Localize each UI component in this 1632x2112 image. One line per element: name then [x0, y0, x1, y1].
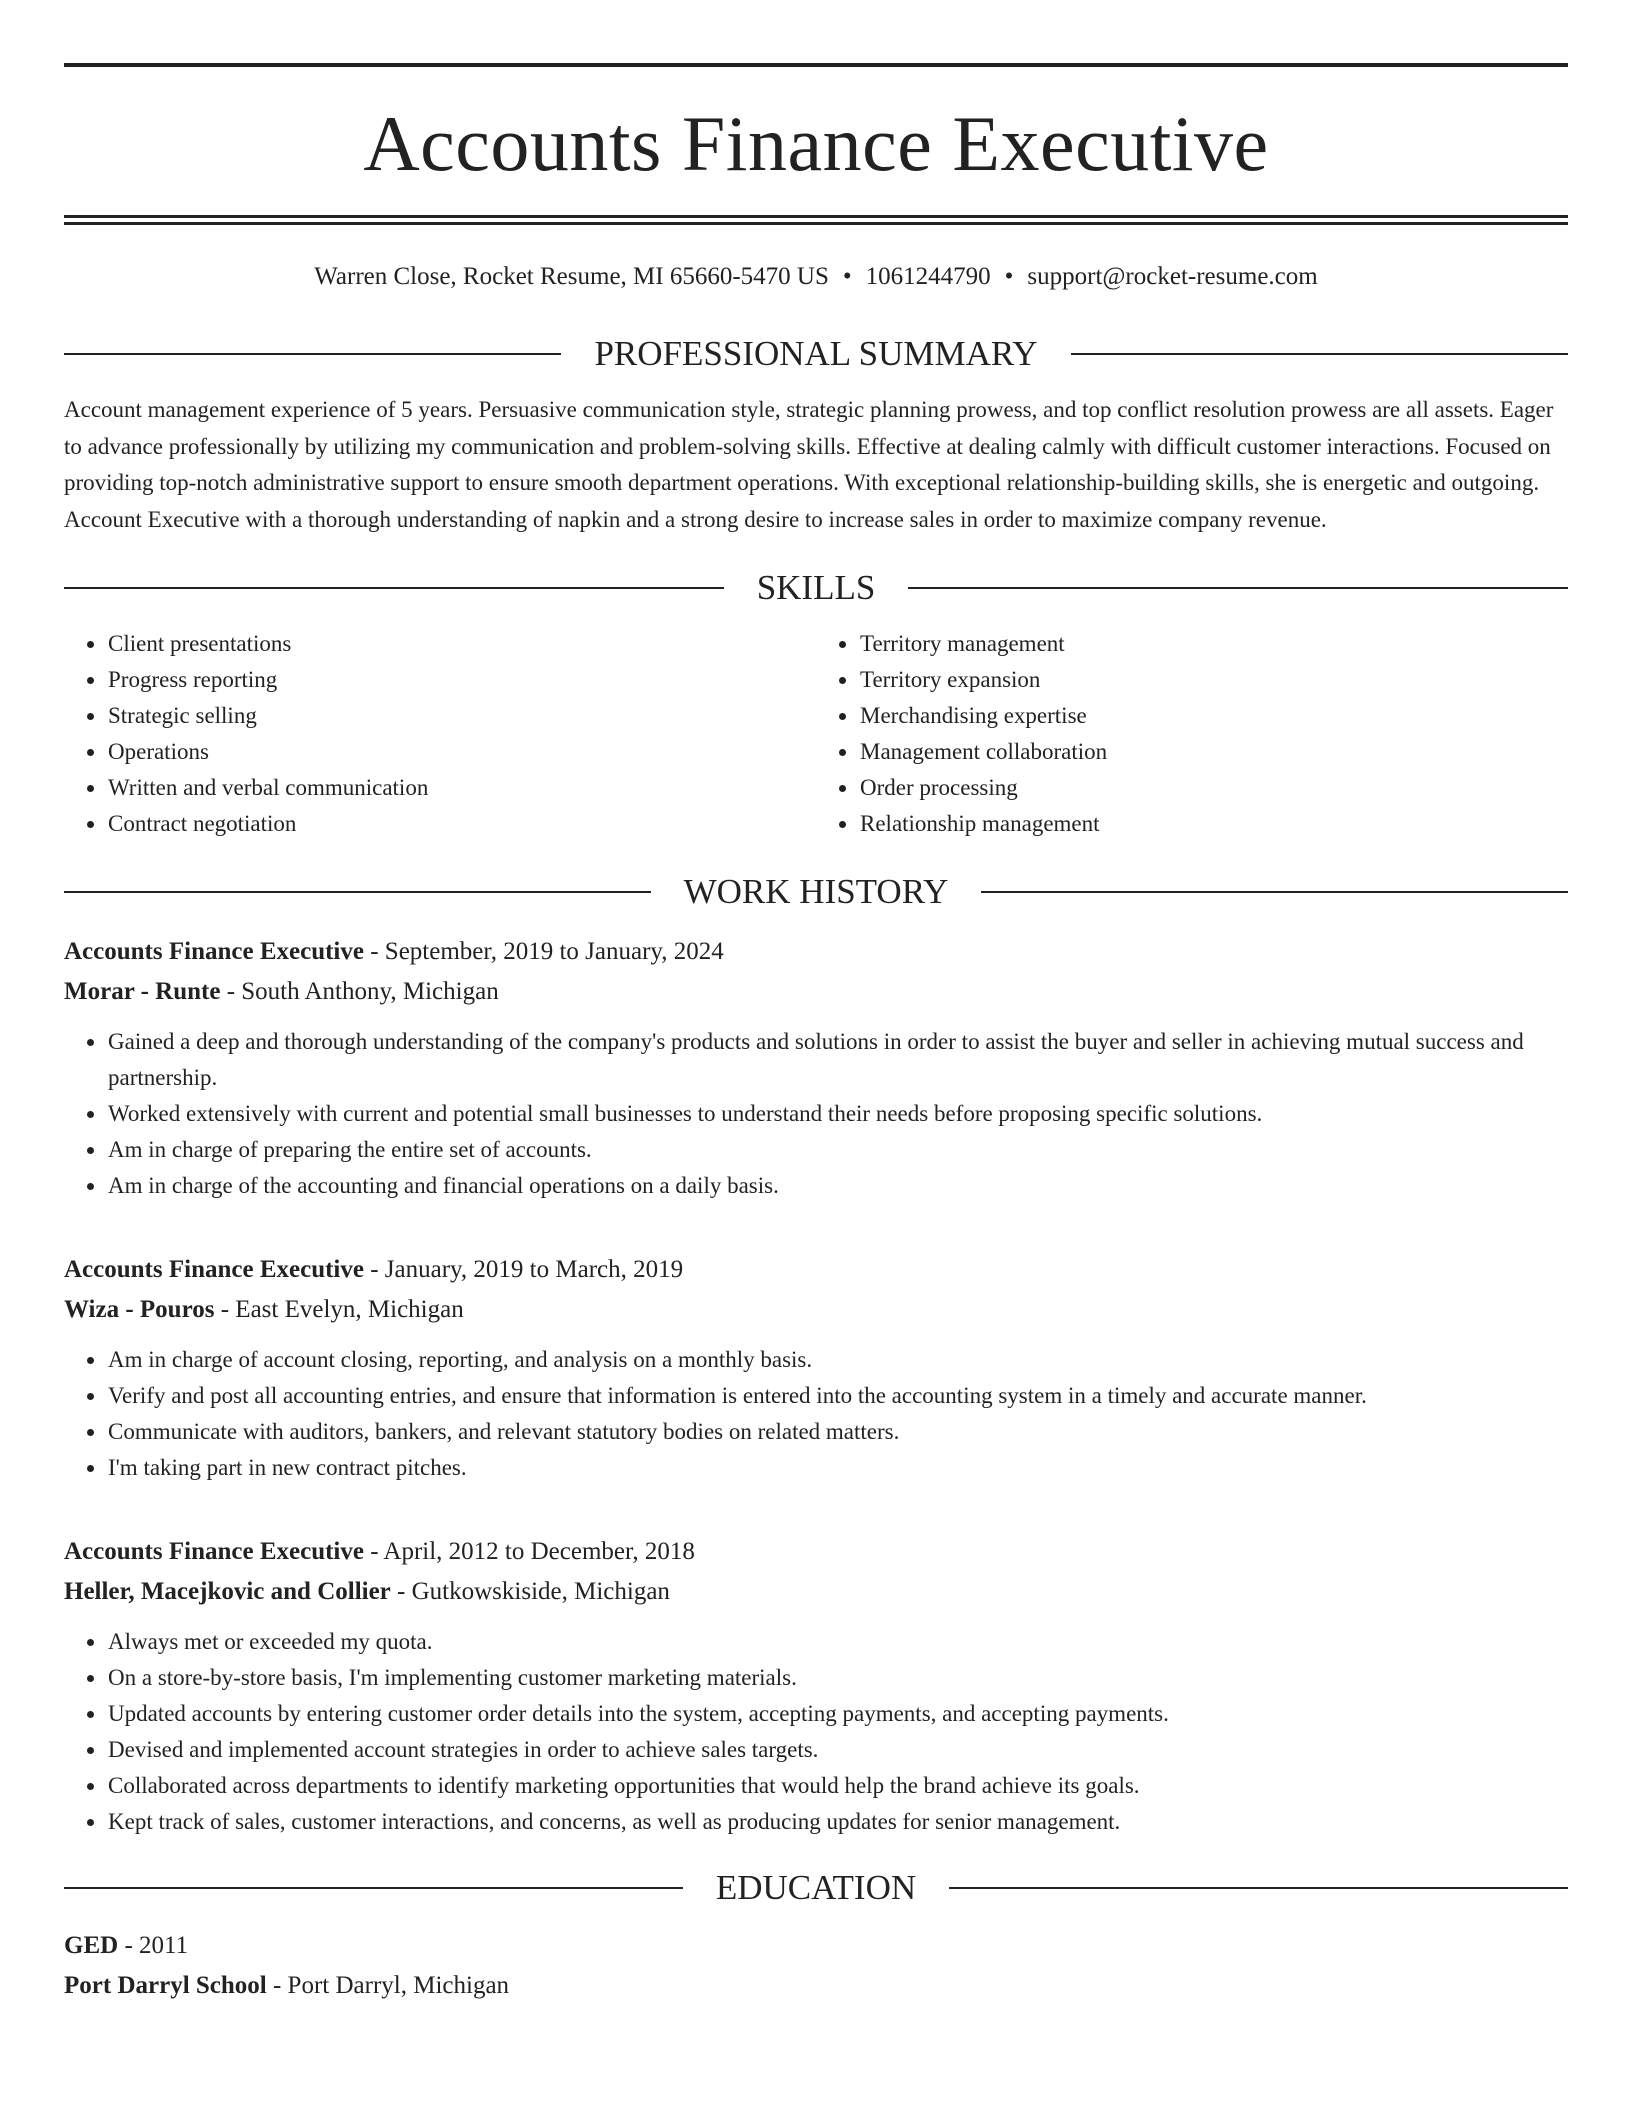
job-company: Heller, Macejkovic and Collier [64, 1578, 391, 1605]
top-rule [64, 63, 1568, 67]
skills-list-right [816, 626, 1568, 842]
heading-rule [64, 353, 561, 355]
skill-item: • Contract negotiation [107, 806, 816, 842]
heading-rule [64, 891, 651, 893]
job-bullet: • Always met or exceeded my quota. [107, 1624, 1568, 1660]
job-title: Accounts Finance Executive [64, 1256, 364, 1283]
contact-separator: • [842, 263, 852, 290]
education-degree: GED [64, 1932, 119, 1959]
skills-columns [64, 626, 1568, 842]
job-title-line [64, 932, 1568, 972]
education-year: - 2011 [118, 1932, 189, 1959]
skill-item: • Relationship management [859, 806, 1568, 842]
skill-item: • Written and verbal communication [107, 770, 816, 806]
heading-rule [64, 587, 724, 589]
job-bullet: • Devised and implemented account strategies in order to achieve sales targets. [107, 1732, 1568, 1768]
job-bullet: • Gained a deep and thorough understanding of the company's products and solutions in order to assist the buyer and seller in achieving mutual success and partnership. [107, 1024, 1568, 1096]
skills-heading [64, 568, 1568, 608]
job-bullets [64, 1342, 1568, 1486]
skills-heading-label: SKILLS [756, 568, 876, 607]
work-heading [64, 872, 1568, 912]
summary-heading [64, 334, 1568, 374]
job-dates: - January, 2019 to March, 2019 [363, 1256, 684, 1283]
job-title: Accounts Finance Executive [64, 1538, 364, 1565]
job-location: - South Anthony, Michigan [220, 978, 499, 1005]
job-title-line [64, 1250, 1568, 1290]
summary-text: Account management experience of 5 years. Persuasive communication style, strategic planning prowess, and top conflict resolution prowess are all assets. Eager to advance professionally by utilizing my communication and problem-solving skills. Effective at dealing calmly with difficult customer interactions. Focused on providing top-notch administrative support to ensure smooth department operations. With exceptional relationship-building skills, she is energetic and outgoing. Account Executive with a thorough understanding of napkin and a strong desire to increase sales in order to maximize company revenue. [64, 397, 1554, 532]
education-entry [64, 1926, 1568, 2006]
job-dates: - September, 2019 to January, 2024 [363, 938, 724, 965]
skill-item: • Strategic selling [107, 698, 816, 734]
job-company-line [64, 1290, 1568, 1330]
job-bullet: • Communicate with auditors, bankers, and relevant statutory bodies on related matters. [107, 1414, 1568, 1450]
work-heading-label: WORK HISTORY [683, 872, 949, 911]
job-bullet: • Worked extensively with current and potential small businesses to understand their needs before proposing specific solutions. [107, 1096, 1568, 1132]
skill-item: • Progress reporting [107, 662, 816, 698]
job-location: - East Evelyn, Michigan [214, 1296, 464, 1323]
skill-item: • Order processing [859, 770, 1568, 806]
heading-rule [981, 891, 1568, 893]
skills-list-left [64, 626, 816, 842]
job-bullet: • I'm taking part in new contract pitches. [107, 1450, 1568, 1486]
heading-rule [908, 587, 1568, 589]
skill-item: • Territory expansion [859, 662, 1568, 698]
education-location: - Port Darryl, Michigan [266, 1972, 510, 1999]
job-bullet: • Am in charge of preparing the entire set of accounts. [107, 1132, 1568, 1168]
job-bullets [64, 1024, 1568, 1204]
heading-rule [1071, 353, 1568, 355]
job-entry [64, 1250, 1568, 1486]
skill-item: • Merchandising expertise [859, 698, 1568, 734]
job-bullet: • Am in charge of account closing, reporting, and analysis on a monthly basis. [107, 1342, 1568, 1378]
job-entry [64, 1532, 1568, 1840]
skill-item: • Operations [107, 734, 816, 770]
education-school: Port Darryl School [64, 1972, 267, 1999]
education-school-line [64, 1966, 1568, 2006]
contact-separator: • [1004, 263, 1014, 290]
job-bullet: • Verify and post all accounting entries, and ensure that information is entered into the accounting system in a timely and accurate manner. [107, 1378, 1568, 1414]
skill-item: • Territory management [859, 626, 1568, 662]
summary-heading-label: PROFESSIONAL SUMMARY [594, 334, 1038, 373]
page-title: Accounts Finance Executive [363, 100, 1269, 187]
job-bullet: • On a store-by-store basis, I'm implementing customer marketing materials. [107, 1660, 1568, 1696]
contact-line [64, 260, 1568, 294]
contact-phone: 1061244790 [865, 263, 991, 290]
job-title: Accounts Finance Executive [64, 938, 364, 965]
job-location: - Gutkowskiside, Michigan [390, 1578, 670, 1605]
title-double-rule [64, 215, 1568, 225]
contact-address: Warren Close, Rocket Resume, MI 65660-5470 US [314, 263, 829, 290]
skill-item: • Management collaboration [859, 734, 1568, 770]
job-bullets [64, 1624, 1568, 1840]
job-dates: - April, 2012 to December, 2018 [363, 1538, 695, 1565]
job-bullet: • Collaborated across departments to identify marketing opportunities that would help the brand achieve its goals. [107, 1768, 1568, 1804]
job-company-line [64, 972, 1568, 1012]
contact-email: support@rocket-resume.com [1027, 263, 1318, 290]
job-company-line [64, 1572, 1568, 1612]
job-bullet: • Kept track of sales, customer interactions, and concerns, as well as producing updates for senior management. [107, 1804, 1568, 1840]
education-degree-line [64, 1926, 1568, 1966]
heading-rule [949, 1887, 1568, 1889]
job-entry [64, 932, 1568, 1204]
education-heading-label: EDUCATION [715, 1868, 917, 1907]
job-company: Morar - Runte [64, 978, 221, 1005]
heading-rule [64, 1887, 683, 1889]
skill-item: • Client presentations [107, 626, 816, 662]
job-bullet: • Updated accounts by entering customer order details into the system, accepting payments, and accepting payments. [107, 1696, 1568, 1732]
job-bullet: • Am in charge of the accounting and financial operations on a daily basis. [107, 1168, 1568, 1204]
job-title-line [64, 1532, 1568, 1572]
education-heading [64, 1868, 1568, 1908]
job-company: Wiza - Pouros [64, 1296, 215, 1323]
